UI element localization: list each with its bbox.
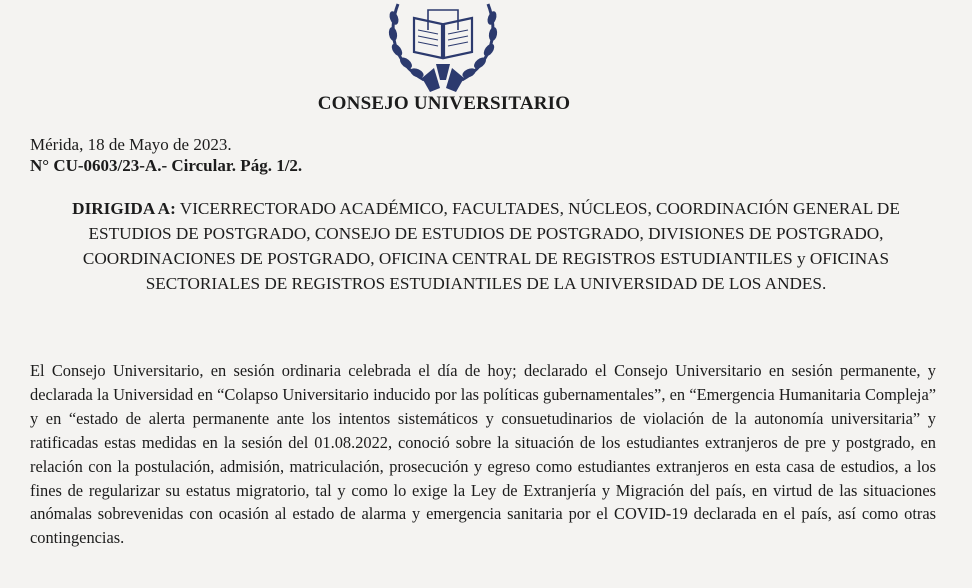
- document-meta: [30, 134, 302, 176]
- circular-reference: N° CU-0603/23-A.- Circular. Pág. 1/2.: [30, 156, 303, 175]
- council-title: [0, 93, 972, 115]
- addressee-list: VICERRECTORADO ACADÉMICO, FACULTADES, NÚCLEOS, COORDINACIÓN GENERAL DE ESTUDIOS DE POSTGRADO, CONSEJO DE ESTUDIOS DE POSTGRADO, DIVISIONES DE POSTGRADO, COORDINACIONES DE POSTGRADO, OFICINA CENTRAL DE REGISTROS ESTUDIANTILES y OFICINAS SECTORIALES DE REGISTROS ESTUDIANTILES DE LA UNIVERSIDAD DE LOS ANDES.: [82, 199, 900, 293]
- place-date: Mérida, 18 de Mayo de 2023.: [30, 135, 232, 154]
- university-seal-logo: [384, 0, 502, 96]
- addressee-block: [30, 196, 942, 296]
- council-title-text: CONSEJO UNIVERSITARIO: [317, 93, 571, 114]
- addressee-label: DIRIGIDA A:: [72, 199, 176, 218]
- body-paragraph: El Consejo Universitario, en sesión ordinaria celebrada el día de hoy; declarado el Consejo Universitario en sesión permanente, y declarada la Universidad en “Colapso Universitario inducido por las políticas gubernamentales”, en “Emergencia Humanitaria Compleja” y en “estado de alerta permanente ante los intentos sistemáticos y consuetudinarios de violación de la autonomía universitaria” y ratificadas estas medidas en la sesión del 01.08.2022, conoció sobre la situación de los estudiantes extranjeros de pre y postgrado, en relación con la postulación, admisión, matriculación, prosecución y egreso como estudiantes extranjeros en esta casa de estudios, a los fines de regularizar su estatus migratorio, tal y como lo exige la Ley de Extranjería y Migración del país, en virtud de las situaciones anómalas sobrevenidas con ocasión al estado de alarma y emergencia sanitaria por el COVID-19 declarada en el país, así como otras contingencias.: [30, 361, 936, 548]
